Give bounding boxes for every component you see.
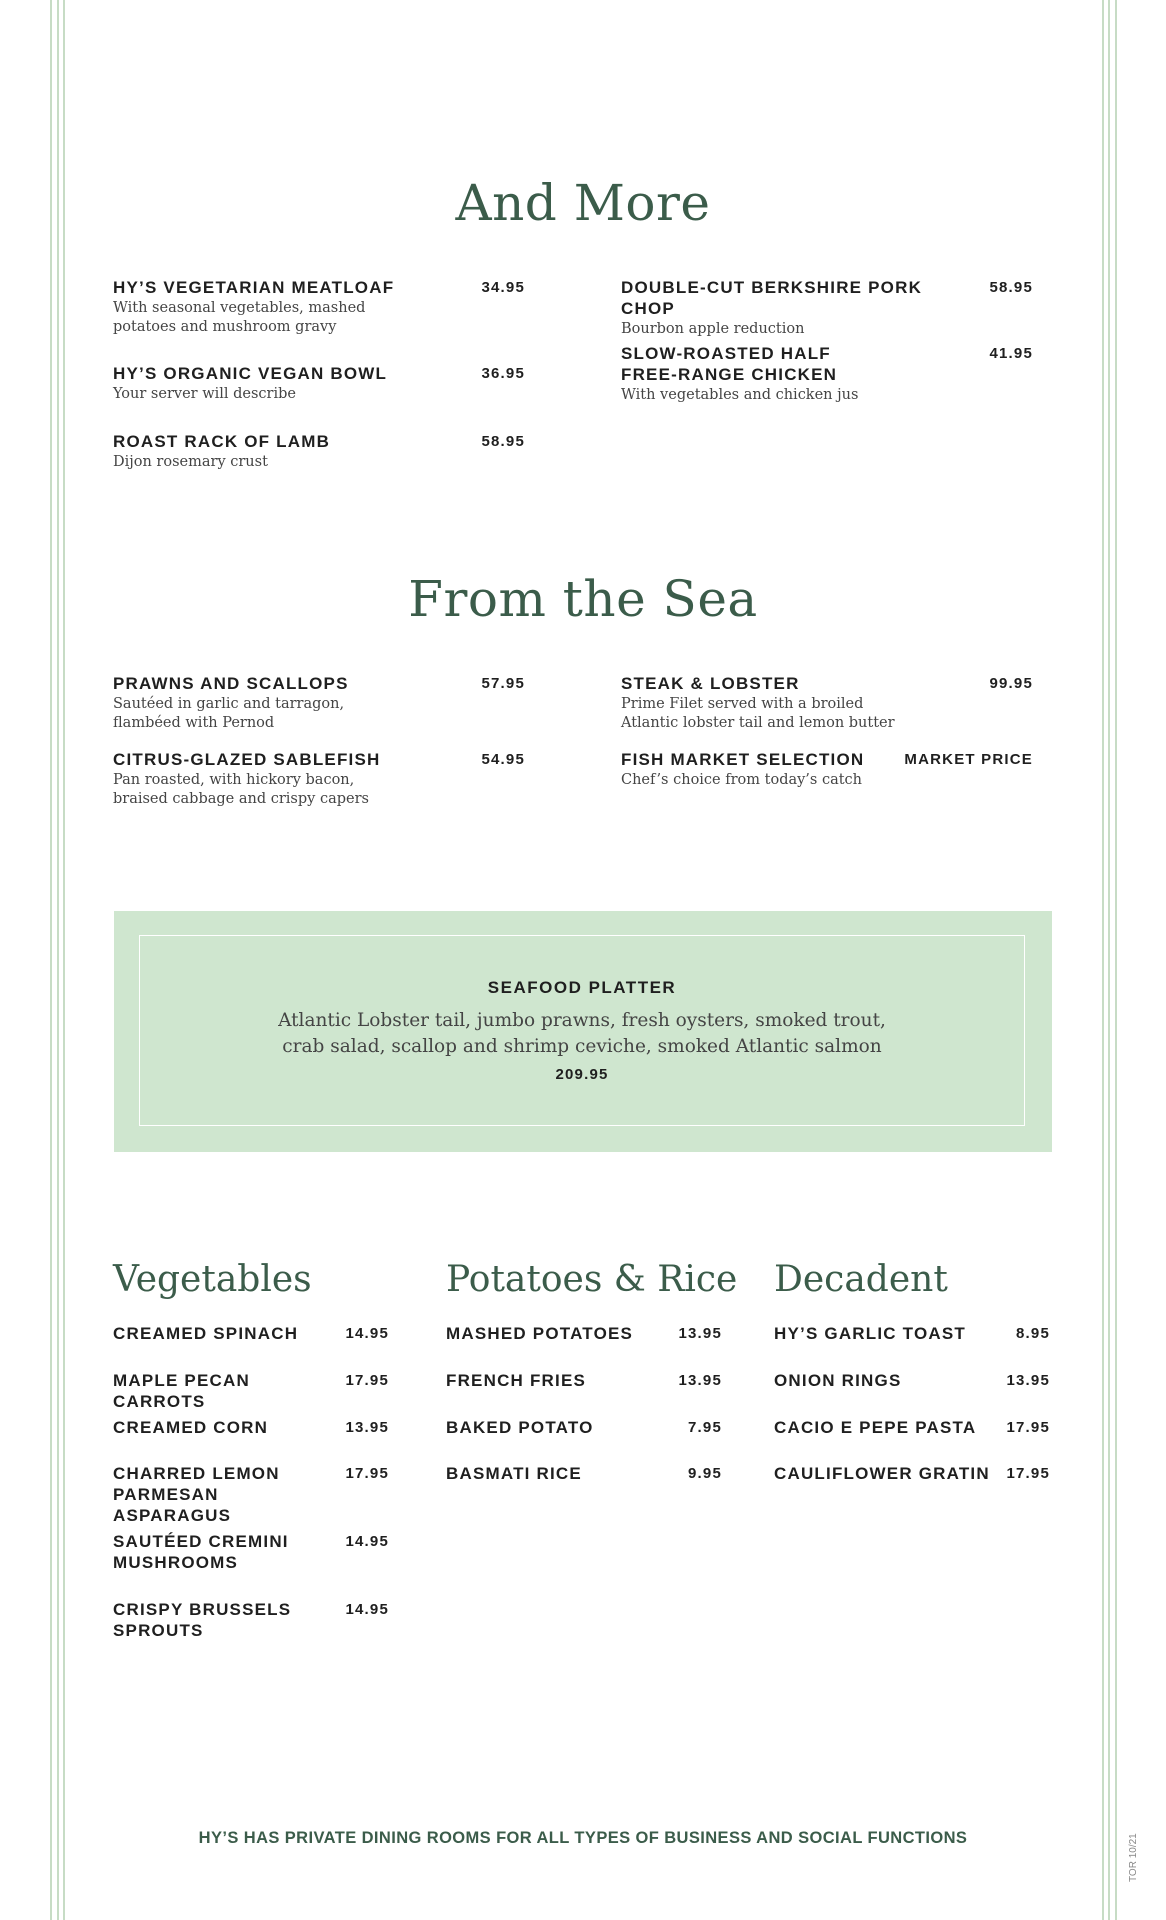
menu-code-label: TOR 10/21: [1128, 1833, 1139, 1882]
menu-item: [113, 363, 525, 404]
item-price: 17.95: [345, 1372, 389, 1389]
item-name: HY’S VEGETARIAN MEATLOAF: [113, 278, 395, 297]
item-price: 58.95: [481, 433, 525, 450]
item-description: With seasonal vegetables, mashed potatoes and mushroom gravy: [113, 300, 366, 335]
item-name: HY’S GARLIC TOAST: [774, 1324, 966, 1343]
item-price: 17.95: [1006, 1465, 1050, 1482]
section-title-vegetables: Vegetables: [113, 1259, 312, 1300]
item-price: 13.95: [678, 1325, 722, 1342]
item-description: Your server will describe: [113, 386, 296, 402]
item-name: BASMATI RICE: [446, 1464, 582, 1483]
platter-description: [140, 1008, 1024, 1060]
side-item: [113, 1370, 389, 1412]
left-border-line: [50, 0, 52, 1920]
item-price: 99.95: [989, 675, 1033, 692]
item-name: BAKED POTATO: [446, 1418, 594, 1437]
side-item: [446, 1370, 722, 1391]
item-price: 7.95: [688, 1419, 722, 1436]
platter-description-line: Atlantic Lobster tail, jumbo prawns, fresh oysters, smoked trout,: [278, 1010, 886, 1031]
right-border-line: [1102, 0, 1104, 1920]
item-price: 17.95: [345, 1465, 389, 1482]
item-description: Dijon rosemary crust: [113, 454, 268, 470]
side-item: [113, 1323, 389, 1344]
item-price: 54.95: [481, 751, 525, 768]
item-price: 13.95: [678, 1372, 722, 1389]
menu-item: [621, 277, 1033, 339]
item-name: CHARRED LEMON PARMESAN ASPARAGUS: [113, 1464, 280, 1525]
item-name: SLOW-ROASTED HALF FREE-RANGE CHICKEN: [621, 344, 838, 384]
item-description: Prime Filet served with a broiled Atlantic lobster tail and lemon butter: [621, 696, 895, 731]
item-price: 17.95: [1006, 1419, 1050, 1436]
item-price: 8.95: [1016, 1325, 1050, 1342]
item-name: STEAK & LOBSTER: [621, 674, 800, 693]
item-price: 41.95: [989, 345, 1033, 362]
item-name: CITRUS-GLAZED SABLEFISH: [113, 750, 381, 769]
platter-price: 209.95: [555, 1066, 609, 1083]
item-price: 58.95: [989, 279, 1033, 296]
item-name: CAULIFLOWER GRATIN: [774, 1464, 990, 1483]
side-item: [113, 1599, 389, 1641]
item-price: 9.95: [688, 1465, 722, 1482]
item-description: Bourbon apple reduction: [621, 321, 805, 337]
menu-item: [113, 431, 525, 472]
section-title-decadent: Decadent: [774, 1259, 948, 1300]
menu-item: [113, 277, 525, 337]
left-border-line: [63, 0, 65, 1920]
item-description: With vegetables and chicken jus: [621, 387, 859, 403]
item-price: 36.95: [481, 365, 525, 382]
item-name: MASHED POTATOES: [446, 1324, 634, 1343]
section-title-potatoes-rice: Potatoes & Rice: [446, 1259, 738, 1300]
menu-item: [621, 673, 1033, 733]
platter-title: SEAFOOD PLATTER: [487, 978, 677, 997]
item-name: CREAMED CORN: [113, 1418, 269, 1437]
side-item: [774, 1463, 1050, 1484]
side-item: [113, 1531, 389, 1573]
item-name: ONION RINGS: [774, 1371, 902, 1390]
seafood-platter-frame: [139, 935, 1025, 1126]
item-name: FRENCH FRIES: [446, 1371, 587, 1390]
left-border-line: [57, 0, 59, 1920]
item-name: SAUTÉED CREMINI MUSHROOMS: [113, 1532, 289, 1572]
item-price: MARKET PRICE: [904, 751, 1033, 768]
seafood-platter-box: [114, 911, 1052, 1152]
side-item: [774, 1417, 1050, 1438]
section-title-from-the-sea: From the Sea: [408, 570, 758, 628]
item-name: PRAWNS AND SCALLOPS: [113, 674, 349, 693]
section-title-and-more: And More: [455, 174, 711, 232]
item-description: Chef’s choice from today’s catch: [621, 772, 863, 788]
side-item: [113, 1417, 389, 1438]
item-name: HY’S ORGANIC VEGAN BOWL: [113, 364, 388, 383]
item-price: 13.95: [345, 1419, 389, 1436]
item-name: CRISPY BRUSSELS SPROUTS: [113, 1600, 292, 1640]
item-description: Pan roasted, with hickory bacon, braised cabbage and crispy capers: [113, 772, 369, 807]
item-name: FISH MARKET SELECTION: [621, 750, 865, 769]
item-price: 14.95: [345, 1325, 389, 1342]
side-item: [446, 1323, 722, 1344]
menu-item: [113, 749, 525, 809]
item-name: ROAST RACK OF LAMB: [113, 432, 331, 451]
right-border-line: [1108, 0, 1110, 1920]
item-price: 13.95: [1006, 1372, 1050, 1389]
right-border-line: [1115, 0, 1117, 1920]
menu-item: [621, 749, 1033, 790]
menu-item: [113, 673, 525, 733]
private-dining-note: HY’S HAS PRIVATE DINING ROOMS FOR ALL TYPES OF BUSINESS AND SOCIAL FUNCTIONS: [198, 1829, 968, 1847]
platter-description-line: crab salad, scallop and shrimp ceviche, smoked Atlantic salmon: [282, 1036, 882, 1057]
item-name: DOUBLE-CUT BERKSHIRE PORK CHOP: [621, 278, 923, 318]
side-item: [446, 1463, 722, 1484]
item-price: 34.95: [481, 279, 525, 296]
item-price: 57.95: [481, 675, 525, 692]
side-item: [774, 1370, 1050, 1391]
side-item: [774, 1323, 1050, 1344]
menu-item: [621, 343, 1033, 405]
item-name: CREAMED SPINACH: [113, 1324, 299, 1343]
side-item: [446, 1417, 722, 1438]
item-price: 14.95: [345, 1601, 389, 1618]
item-price: 14.95: [345, 1533, 389, 1550]
side-item: [113, 1463, 389, 1526]
item-name: CACIO E PEPE PASTA: [774, 1418, 977, 1437]
item-description: Sautéed in garlic and tarragon, flambéed with Pernod: [113, 696, 345, 731]
item-name: MAPLE PECAN CARROTS: [113, 1371, 250, 1411]
